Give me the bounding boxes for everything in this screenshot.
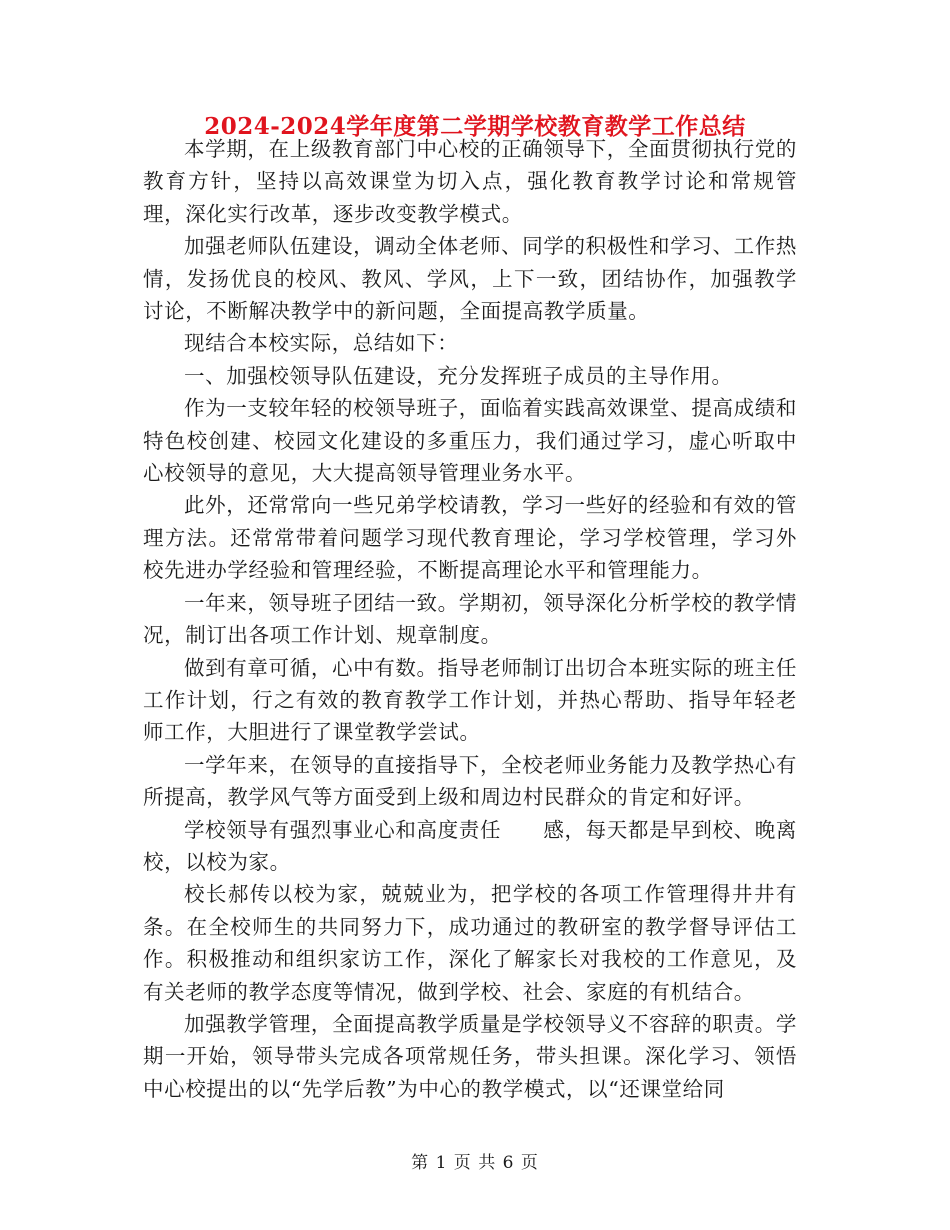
paragraph: 学校领导有强烈事业心和高度责任 感，每天都是早到校、晚离校，以校为家。 [143, 817, 797, 874]
paragraph: 校长郝传以校为家，兢兢业为，把学校的各项工作管理得井井有条。在全校师生的共同努力下，成功通过的教研室的教学督导评估工作。积极推动和组织家访工作，深化了解家长对我校的工作意见，及有关老师的教学态度等情况，做到学校、社会、家庭的有机结合。 [143, 882, 797, 1004]
paragraph: 加强老师队伍建设，调动全体老师、同学的积极性和学习、工作热情，发扬优良的校风、教风、学风，上下一致，团结协作，加强教学讨论，不断解决教学中的新问题，全面提高教学质量。 [143, 234, 797, 324]
paragraph: 此外，还常常向一些兄弟学校请教，学习一些好的经验和有效的管理方法。还常常带着问题学习现代教育理论，学习学校管理，学习外校先进办学经验和管理经验，不断提高理论水平和管理能力。 [143, 493, 797, 583]
paragraph: 本学期，在上级教育部门中心校的正确领导下，全面贯彻执行党的教育方针，坚持以高效课堂为切入点，强化教育教学讨论和常规管理，深化实行改革，逐步改变教学模式。 [143, 137, 797, 226]
paragraph: 加强教学管理，全面提高教学质量是学校领导义不容辞的职责。学期一开始，领导带头完成各项常规任务，带头担课。深化学习、领悟中心校提出的以“先学后教”为中心的教学模式，以“还课堂给同 [143, 1011, 797, 1101]
paragraph: 一学年来，在领导的直接指导下，全校老师业务能力及教学热心有所提高，教学风气等方面受到上级和周边村民群众的肯定和好评。 [143, 752, 797, 810]
paragraph: 做到有章可循，心中有数。指导老师制订出切合本班实际的班主任工作计划，行之有效的教育教学工作计划，并热心帮助、指导年轻老师工作，大胆进行了课堂教学尝试。 [143, 655, 797, 745]
paragraph: 一年来，领导班子团结一致。学期初，领导深化分析学校的教学情况，制订出各项工作计划、规章制度。 [143, 590, 797, 648]
paragraph: 作为一支较年轻的校领导班子，面临着实践高效课堂、提高成绩和特色校创建、校园文化建设的多重压力，我们通过学习，虚心听取中心校领导的意见，大大提高领导管理业务水平。 [143, 396, 797, 486]
paragraph: 现结合本校实际，总结如下： [184, 331, 459, 356]
page-footer [0, 1152, 950, 1174]
page-number: 第 1 页 共 6 页 [411, 1153, 539, 1173]
document-title: 2024-2024学年度第二学期学校教育教学工作总结 [204, 113, 746, 140]
document-body [143, 133, 797, 1105]
section-heading: 一、加强校领导队伍建设，充分发挥班子成员的主导作用。 [184, 363, 733, 388]
